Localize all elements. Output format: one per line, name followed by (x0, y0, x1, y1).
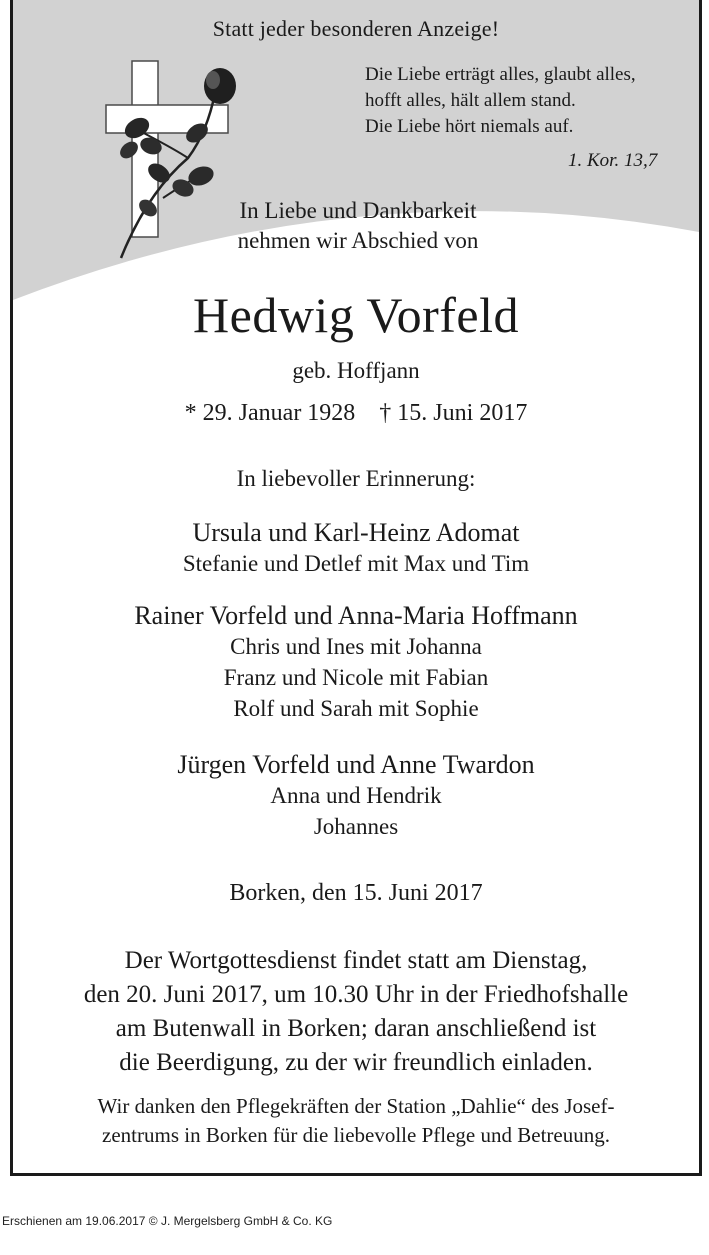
publication-footer: Erschienen am 19.06.2017 © J. Mergelsberg GmbH & Co. KG (2, 1214, 333, 1228)
family-member: Stefanie und Detlef mit Max und Tim (182, 551, 530, 576)
verse-line: hofft alles, hält allem stand. (365, 90, 576, 111)
family-group (13, 750, 699, 842)
family-head: Rainer Vorfeld und Anna-Maria Hoffmann (134, 601, 578, 630)
verse-line: Die Liebe hört niemals auf. (365, 116, 574, 137)
family-member: Chris und Ines mit Johanna (230, 634, 482, 659)
service-info (13, 944, 699, 1080)
family-member: Franz und Nicole mit Fabian (223, 665, 489, 690)
verse-line: Die Liebe erträgt alles, glaubt alles, (365, 64, 636, 85)
service-line: am Butenwall in Borken; daran anschließend ist (115, 1015, 597, 1042)
deceased-name: Hedwig Vorfeld (193, 287, 519, 343)
intro-line: nehmen wir Abschied von (237, 228, 479, 253)
thanks-line: Wir danken den Pflegekräften der Station „Dahlie“ des Josef- (97, 1094, 615, 1118)
service-line: den 20. Juni 2017, um 10.30 Uhr in der Friedhofshalle (83, 981, 629, 1008)
memory-heading: In liebevoller Erinnerung: (236, 466, 476, 491)
family-member: Rolf und Sarah mit Sophie (233, 696, 479, 721)
bible-verse (365, 62, 636, 140)
family-head: Jürgen Vorfeld und Anne Twardon (177, 750, 535, 779)
thanks-note (13, 1092, 699, 1150)
intro-line: In Liebe und Dankbarkeit (239, 198, 477, 223)
family-group (13, 518, 699, 579)
family-member: Johannes (313, 814, 399, 839)
life-dates: * 29. Januar 1928 † 15. Juni 2017 (184, 400, 528, 426)
verse-reference: 1. Kor. 13,7 (568, 150, 658, 171)
birth-name: geb. Hoffjann (292, 358, 420, 383)
service-line: Der Wortgottesdienst findet statt am Dienstag, (124, 947, 588, 974)
obituary-notice (10, 0, 702, 1176)
family-group (13, 601, 699, 724)
intro-text (143, 196, 573, 256)
family-member: Anna und Hendrik (270, 783, 442, 808)
place-date: Borken, den 15. Juni 2017 (229, 880, 483, 906)
service-line: die Beerdigung, zu der wir freundlich einladen. (119, 1049, 593, 1076)
family-head: Ursula und Karl-Heinz Adomat (192, 518, 520, 547)
notice-header: Statt jeder besonderen Anzeige! (212, 16, 500, 41)
thanks-line: zentrums in Borken für die liebevolle Pflege und Betreuung. (102, 1123, 610, 1147)
